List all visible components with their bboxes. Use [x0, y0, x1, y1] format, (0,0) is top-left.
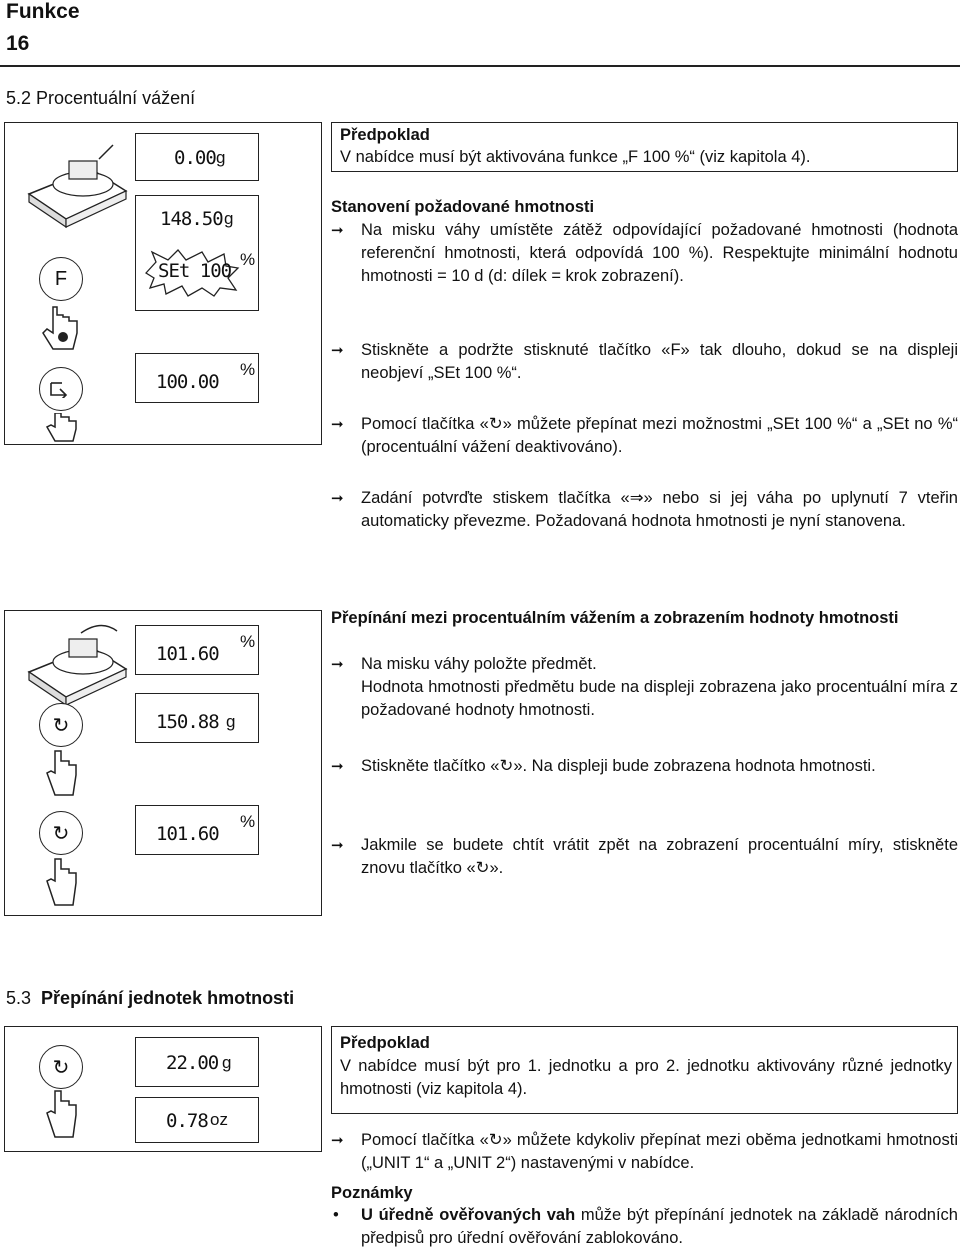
- hand-press-icon: [39, 303, 83, 357]
- prereq-text: V nabídce musí být aktivována funkce „F 100 %“ (viz kapitola 4).: [340, 148, 811, 166]
- lcd-display-6: 101.60 %: [135, 805, 259, 855]
- figure-5-3: [4, 1026, 322, 1152]
- key-enter[interactable]: [39, 367, 83, 411]
- step-hold-f: Stiskněte a podržte stisknuté tlačítko «F» tak dlouho, dokud se na displeji neobjeví „SEt 100 %“.: [361, 341, 958, 382]
- prereq-title-5-3: Předpoklad: [340, 1034, 430, 1052]
- lcd-display-5: 150.88 g: [135, 693, 259, 743]
- chapter-title: Funkce: [6, 0, 80, 23]
- arrow-icon: ➞: [331, 656, 344, 673]
- toggle-icon: ↻: [52, 714, 70, 737]
- step-press-toggle: Stiskněte tlačítko «↻». Na displeji bude zobrazena hodnota hmotnosti.: [361, 757, 876, 775]
- lcd-display-3: 100.00 %: [135, 353, 259, 403]
- enter-arrow-icon: [48, 380, 74, 398]
- key-toggle-3[interactable]: [39, 1045, 83, 1089]
- lcd-display-1: 0.00 g: [135, 133, 259, 181]
- scale-drawing: [21, 139, 131, 229]
- step-switch-units: Pomocí tlačítka «↻» můžete kdykoliv přepínat mezi oběma jednotkami hmotnosti („UNIT 1“ a „UNIT 2“) nastavenými v nabídce.: [361, 1131, 958, 1172]
- arrow-icon: ➞: [331, 342, 344, 359]
- key-f[interactable]: F: [39, 257, 83, 301]
- toggle-key-icon: ↻: [488, 1131, 503, 1149]
- arrow-icon: ➞: [331, 758, 344, 775]
- page-number: 16: [6, 32, 30, 55]
- switch-title: Přepínání mezi procentuálním vážením a zobrazením hodnoty hmotnosti: [331, 609, 899, 627]
- arrow-icon: ➞: [331, 490, 344, 507]
- step-confirm: Zadání potvrďte stiskem tlačítka «⇒» nebo si jej váha po uplynutí 7 vteřin automaticky převezme. Požadovaná hodnota hmotnosti je nyní stanovena.: [361, 489, 958, 530]
- lcd-display-2: 148.50 g SEt 100 %: [135, 195, 259, 311]
- lcd-display-8: 0.78 oz: [135, 1097, 259, 1143]
- note-verified-scales: U úředně ověřovaných vah může být přepínání jednotek na základě národních předpisů pro úřední ověřování zablokováno.: [361, 1206, 958, 1247]
- toggle-key-icon: ↻: [488, 415, 503, 433]
- prereq-title: Předpoklad: [340, 126, 430, 144]
- arrow-icon: ➞: [331, 222, 344, 239]
- section-title-5-2: 5.2 Procentuální vážení: [6, 88, 196, 108]
- lcd-display-4: 101.60 %: [135, 625, 259, 675]
- hand-press-icon-2: [45, 413, 79, 443]
- step-place-load: Na misku váhy umístěte zátěž odpovídající požadované hmotnosti (hodnota referenční hmotnosti, která odpovídá 100 %). Respektujte minimální hodnotu hmotnosti = 10 d (d: dílek = krok zobrazení).: [361, 221, 958, 285]
- arrow-icon: ➞: [331, 837, 344, 854]
- key-toggle-2[interactable]: [39, 811, 83, 855]
- header-rule: [0, 65, 960, 67]
- section-title-5-3: 5.3 Přepínání jednotek hmotnosti: [6, 988, 295, 1008]
- toggle-key-icon: ↻: [475, 859, 490, 877]
- notes-title: Poznámky: [331, 1184, 413, 1202]
- determine-title: Stanovení požadované hmotnosti: [331, 198, 595, 216]
- enter-key-icon: ⇒: [629, 489, 644, 507]
- figure-5-2: [4, 122, 322, 445]
- step-place-item: Na misku váhy položte předmět. Hodnota hmotnosti předmětu bude na displeji zobrazena jako procentuální míra z požadované hodnoty hmotnosti.: [361, 655, 958, 719]
- arrow-icon: ➞: [331, 1132, 344, 1149]
- scale-drawing-2: [21, 617, 131, 707]
- key-toggle[interactable]: [39, 703, 83, 747]
- bullet-icon: •: [333, 1206, 339, 1224]
- step-return-percent: Jakmile se budete chtít vrátit zpět na zobrazení procentuální míry, stiskněte znovu tlačítko «↻».: [361, 836, 958, 877]
- toggle-icon: ↻: [52, 1056, 70, 1079]
- figure-5-2b: [4, 610, 322, 916]
- toggle-icon: ↻: [52, 822, 70, 845]
- prereq-text-5-3: V nabídce musí být pro 1. jednotku a pro 2. jednotku aktivovány různé jednotky hmotnosti (viz kapitola 4).: [340, 1057, 952, 1098]
- hand-press-icon-4: [45, 857, 79, 909]
- hand-press-icon-5: [45, 1089, 79, 1141]
- toggle-key-icon: ↻: [499, 757, 514, 775]
- arrow-icon: ➞: [331, 416, 344, 433]
- hand-press-icon-3: [45, 749, 79, 799]
- step-toggle: Pomocí tlačítka «↻» můžete přepínat mezi možnostmi „SEt 100 %“ a „SEt no %“ (procentuální vážení deaktivováno).: [361, 415, 958, 456]
- lcd-display-7: 22.00 g: [135, 1037, 259, 1087]
